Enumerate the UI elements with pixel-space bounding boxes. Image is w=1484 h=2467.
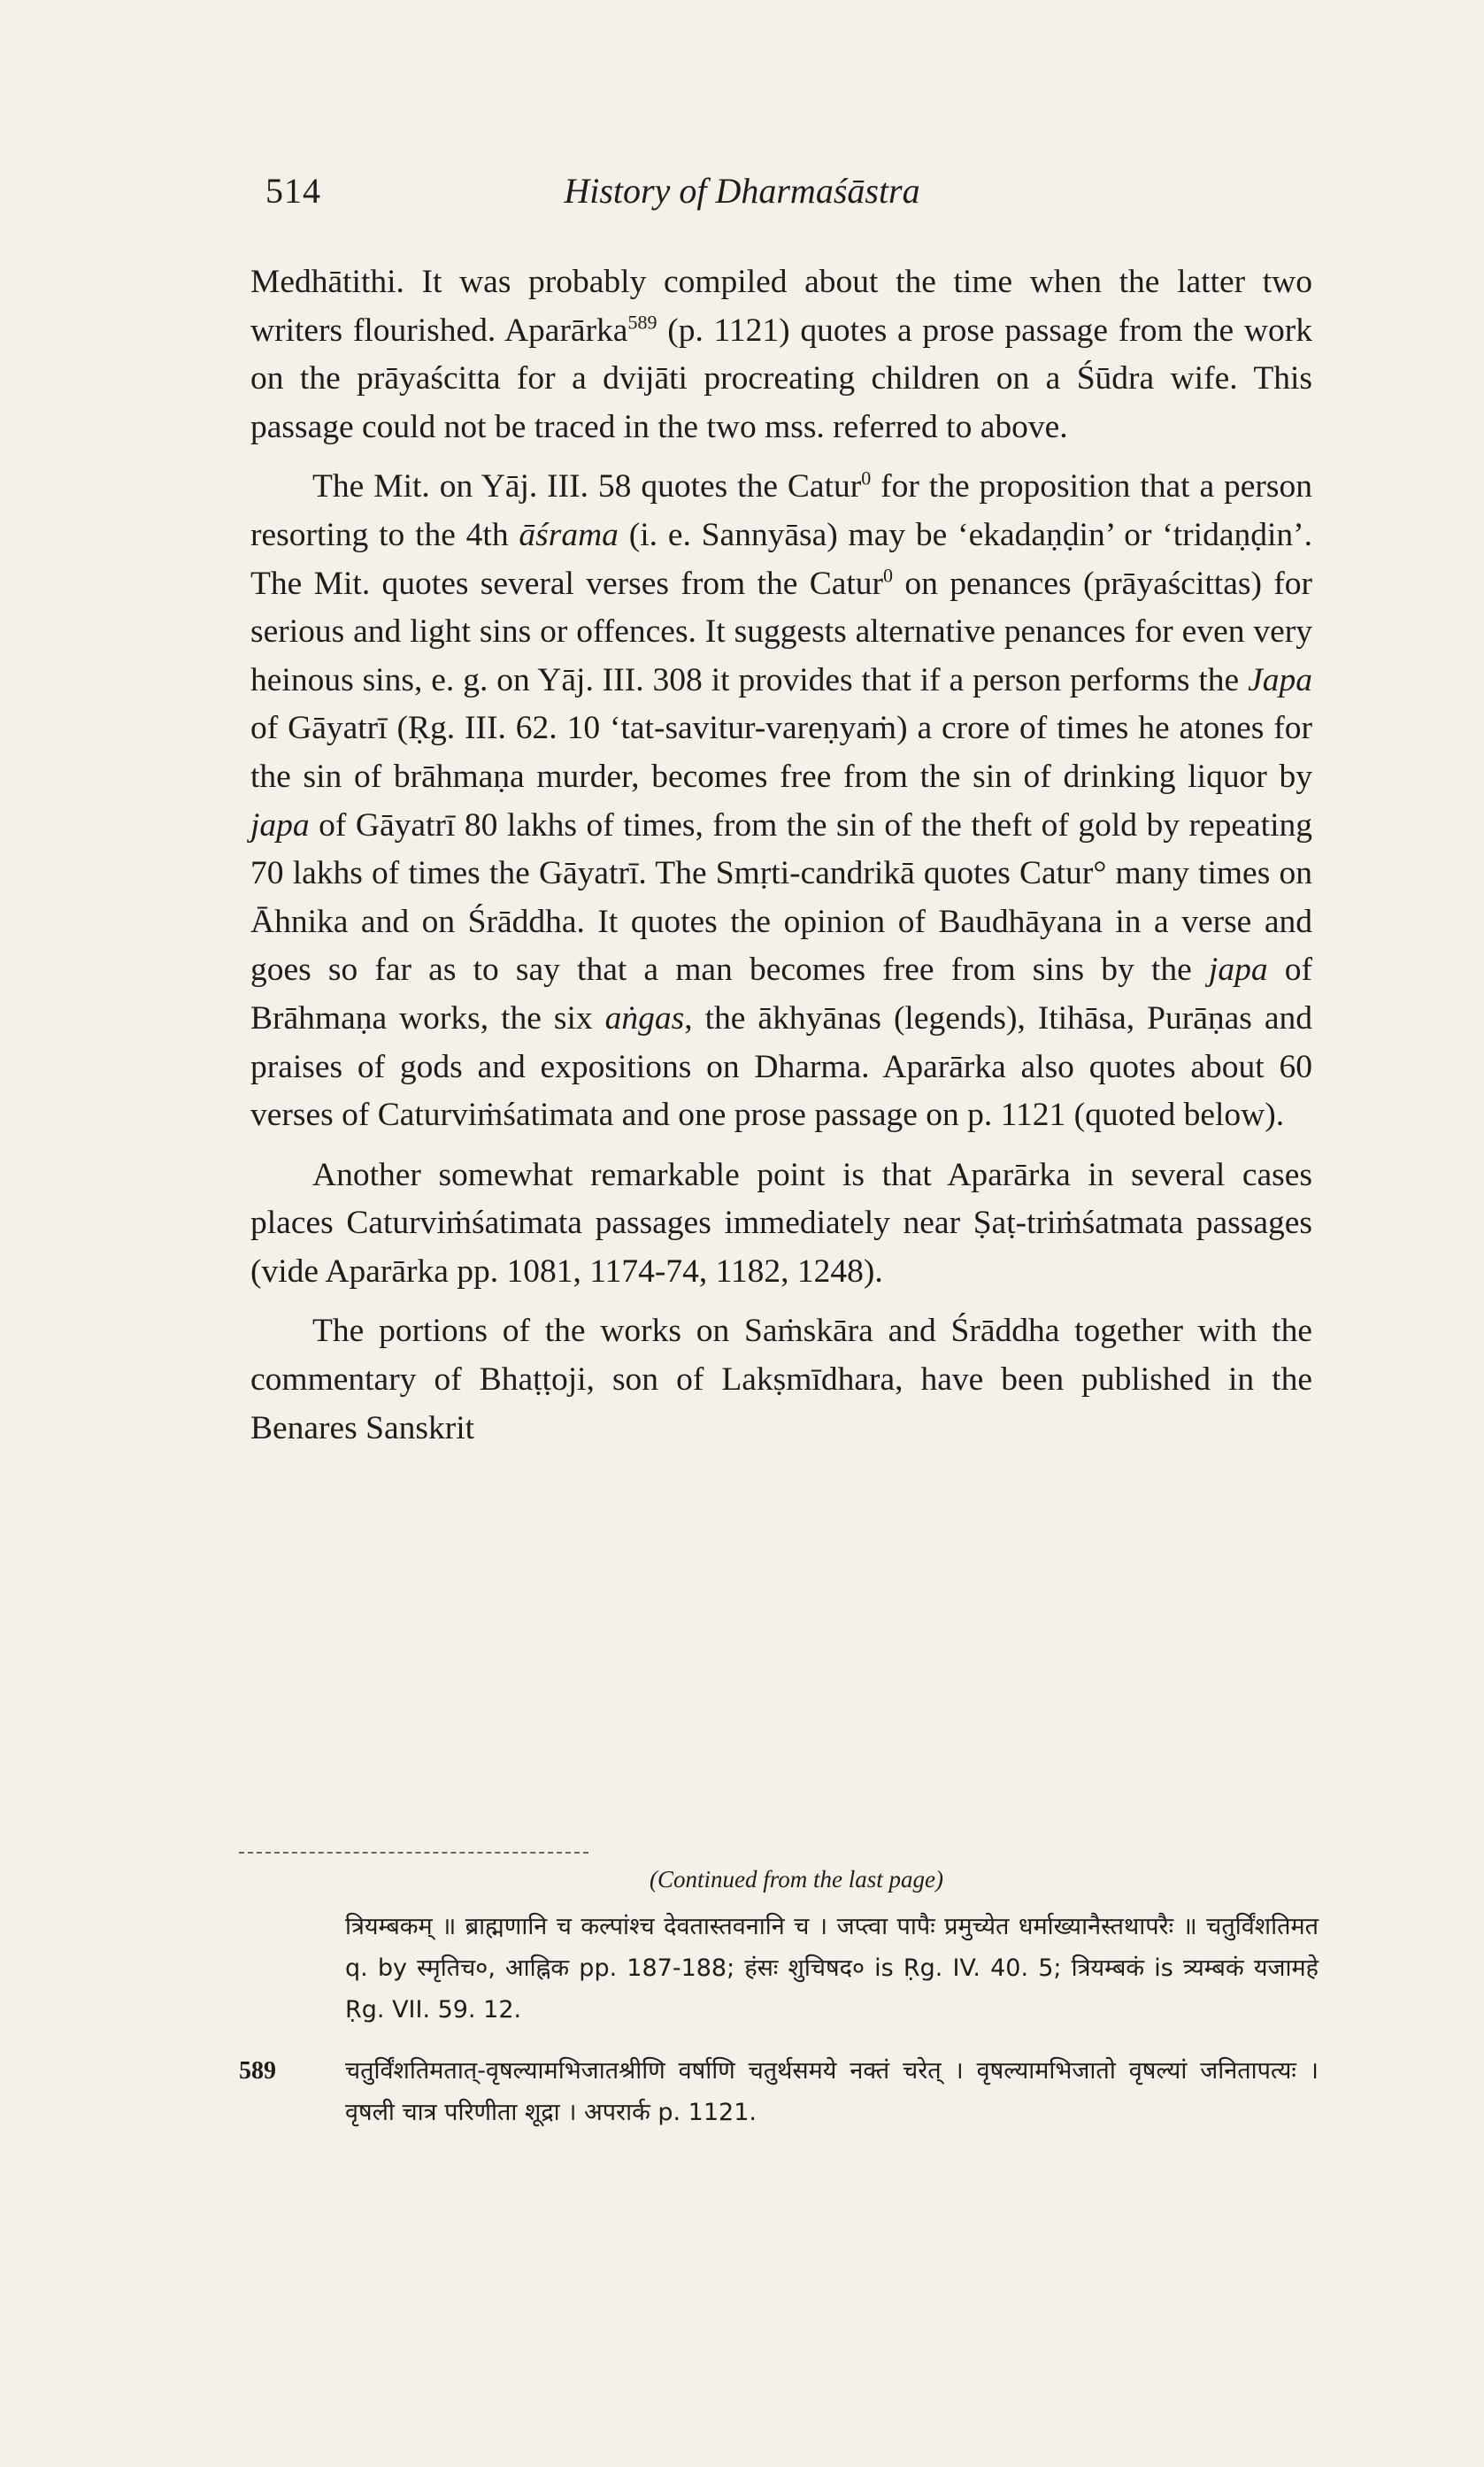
- paragraph-1-lead: Medhātithi. It was probably compiled about the time when the latter two writers flourished. Aparārka: [250, 264, 1312, 349]
- paragraph-2-part-h: , the ākhyānas (legends), Itihāsa, Purāṇas and praises of gods and expositions on Dharma. Aparārka also quotes about 60 verses of Caturviṁśatimata and one prose passage on p. 1121 (quoted below).: [250, 999, 1312, 1134]
- running-title: History of Dharmaśāstra: [564, 171, 920, 211]
- paragraph-1: [250, 258, 1312, 451]
- paragraph-2-part-d: on penances (prāyaścittas) for serious and light sins or offences. It suggests alternative penances for even very heinous sins, e. g. on Yāj. III. 308 it provides that if a person performs the: [250, 565, 1312, 698]
- continued-footnote-text: त्रियम्बकम् ॥ ब्राह्मणानि च कल्पांश्च देवतास्तवनानि च । जप्त्वा पापैः प्रमुच्येत धर्माख्यानैस्तथापरैः ॥ चतुर्विंशतिमत q. by स्मृतिच०, आह्निक pp. 187-188; हंसः शुचिषद० is Ṛg. IV. 40. 5; त्रियम्बकं is त्र्यम्बकं यजामहे Ṛg. VII. 59. 12.: [345, 1913, 1319, 2024]
- paragraph-2-part-f: of Gāyatrī 80 lakhs of times, from the sin of the theft of gold by repeating 70 lakhs of times the Gāyatrī. The Smṛti-candrikā quotes Catur° many times on Āhnika and on Śrāddha. It quotes the opinion of Baudhāyana in a verse and goes so far as to say that a man becomes free from sins by the: [250, 806, 1312, 989]
- footnote-589-text: चतुर्विंशतिमतात्-वृषल्यामभिजातश्रीणि वर्षाणि चतुर्थसमये नक्तं चरेत् । वृषल्यामभिजातो वृषल्यां जनितापत्यः । वृषली चात्र परिणीता शूद्रा । अपरार्क p. 1121.: [345, 2057, 1319, 2126]
- footnotes: [239, 1866, 1319, 2133]
- paragraph-3: Another somewhat remarkable point is that Aparārka in several cases places Caturviṁśatimata passages immediately near Ṣaṭ-triṁśatmata passages (vide Aparārka pp. 1081, 1174-74, 1182, 1248).: [250, 1156, 1312, 1290]
- paragraph-2: [250, 463, 1312, 1139]
- paragraph-2-part-a: The Mit. on Yāj. III. 58 quotes the Catur: [312, 468, 862, 505]
- paragraph-2-part-e: of Gāyatrī (Ṛg. III. 62. 10 ‘tat-savitur-vareṇyaṁ) a crore of times he atones for the sin of brāhmaṇa murder, becomes free from the sin of drinking liquor by: [250, 710, 1312, 795]
- footnote-number: 589: [239, 2057, 276, 2085]
- page-header: [0, 170, 1484, 223]
- term-japa-3: japa: [1208, 952, 1268, 989]
- paragraph-1-tail: (p. 1121) quotes a prose passage from the work on the prāyaścitta for a dvijāti procreating children on a Śūdra wife. This passage could not be traced in the two mss. referred to above.: [250, 312, 1312, 445]
- term-angas: aṅgas: [604, 999, 685, 1037]
- footnote-589: [239, 2050, 1319, 2133]
- term-asrama: āśrama: [519, 516, 619, 553]
- paragraph-2-part-b: for the proposition that a person resorting to the 4th: [250, 468, 1312, 553]
- continued-label: (Continued from the last page): [650, 1866, 943, 1893]
- footnote-ref-589: 589: [627, 311, 657, 334]
- page-number: 514: [265, 171, 321, 211]
- main-text: [250, 258, 1312, 1464]
- paragraph-2-sup-2: 0: [883, 564, 894, 587]
- paragraph-2-part-c: (i. e. Sannyāsa) may be ‘ekadaṇḍin’ or ‘tridaṇḍin’. The Mit. quotes several verses from the Catur: [250, 516, 1312, 602]
- term-japa-2: japa: [250, 806, 310, 844]
- paragraph-2-sup-1: 0: [861, 466, 872, 490]
- paragraph-4: The portions of the works on Saṁskāra and Śrāddha together with the commentary of Bhaṭṭoji, son of Lakṣmīdhara, have been published in the Benares Sanskrit: [250, 1313, 1312, 1446]
- footnote-separator: [239, 1852, 588, 1854]
- paragraph-2-part-g: of Brāhmaṇa works, the six: [250, 952, 1312, 1037]
- term-japa-1: Japa: [1248, 661, 1312, 698]
